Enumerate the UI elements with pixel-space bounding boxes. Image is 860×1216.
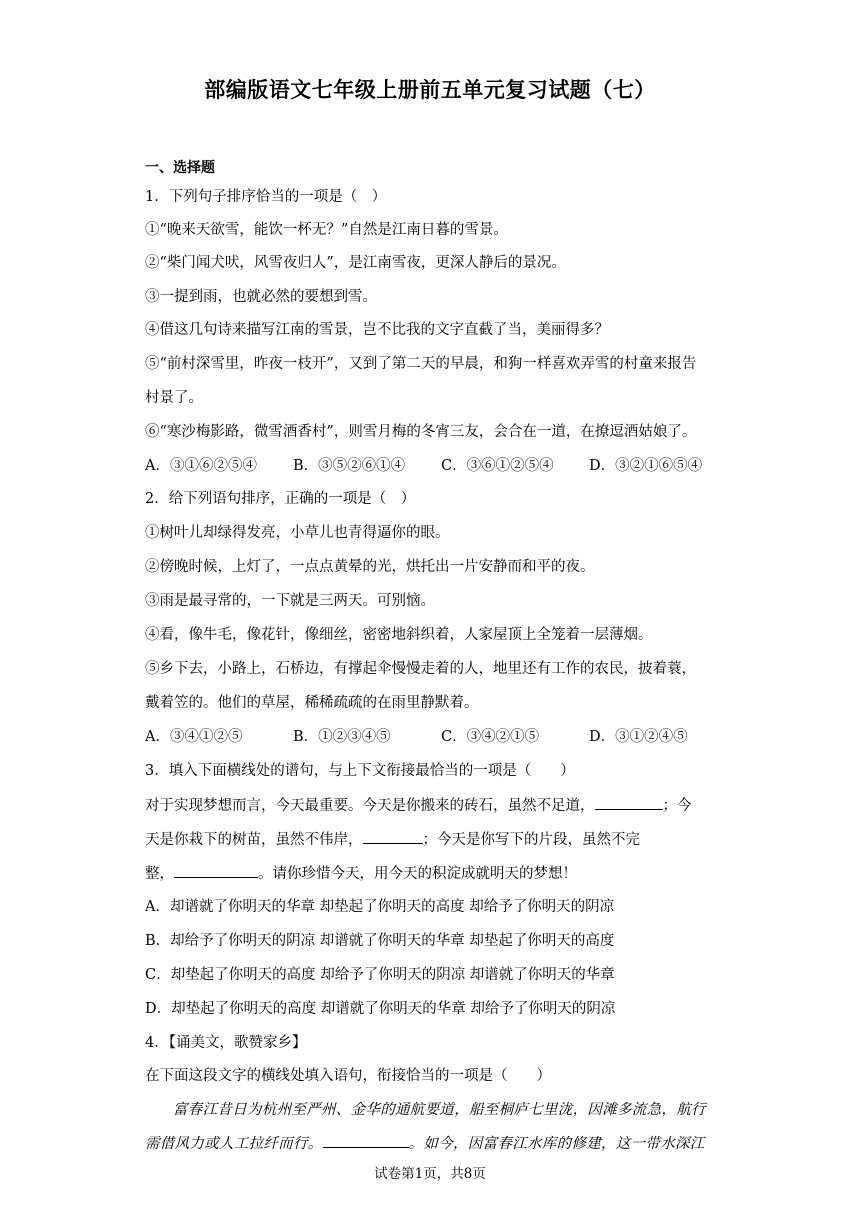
question-2-sentence-5-cont: 戴着笠的。他们的草屋，稀稀疏疏的在雨里静默着。 (145, 695, 479, 711)
question-2-sentence-1: ①树叶儿却绿得发亮，小草儿也青得逼你的眼。 (145, 525, 450, 541)
question-1-sentence-3: ③一提到雨，也就必然的要想到雪。 (145, 289, 377, 305)
option-c[interactable]: C．③⑥①②⑤④ (441, 458, 554, 474)
passage-text: 天是你栽下的树苗，虽然不伟岸， (145, 832, 363, 848)
question-3-option-a[interactable]: A．却谱就了你明天的华章 却垫起了你明天的高度 却给予了你明天的阴凉 (145, 899, 615, 915)
option-b[interactable]: B．①②③④⑤ (293, 729, 391, 745)
question-3-option-d[interactable]: D．却垫起了你明天的高度 却谱就了你明天的华章 却给予了你明天的阴凉 (145, 1001, 616, 1017)
question-2-sentence-4: ④看，像牛毛，像花针，像细丝，密密地斜织着，人家屋顶上全笼着一层薄烟。 (145, 627, 653, 643)
option-c[interactable]: C．③④②①⑤ (441, 729, 540, 745)
question-1-sentence-5-cont: 村景了。 (145, 390, 203, 406)
passage-text: 整， (145, 866, 174, 882)
page-title: 部编版语文七年级上册前五单元复习试题（七） (204, 78, 656, 102)
option-d[interactable]: D．③①②④⑤ (589, 729, 688, 745)
question-3-passage-line-2 (145, 829, 640, 850)
question-2-options (145, 727, 737, 747)
option-d[interactable]: D．③②①⑥⑤④ (589, 458, 703, 474)
answer-blank (323, 1133, 409, 1148)
question-2-stem: 2．给下列语句排序，正确的一项是（ ） (145, 491, 416, 507)
passage-text: 需借风力或人工拉纤而行。 (145, 1136, 323, 1152)
question-1-sentence-6: ⑥“寒沙梅影路，微雪酒香村”，则雪月梅的冬宵三友，会合在一道，在撩逗酒姑娘了。 (145, 424, 697, 440)
question-3-stem: 3．填入下面横线处的谱句，与上下文衔接最恰当的一项是（ ） (145, 763, 575, 779)
passage-text: ；今 (662, 798, 692, 814)
question-4-passage-line-1: 富春江昔日为杭州至严州、金华的通航要道，船至桐庐七里泷，因滩多流急，航行 (173, 1102, 706, 1118)
answer-blank (595, 795, 663, 810)
question-3-option-b[interactable]: B．却给予了你明天的阴凉 却谱就了你明天的华章 却垫起了你明天的高度 (145, 933, 615, 949)
question-4-stem: 4．【诵美文，歌赞家乡】 (145, 1035, 307, 1051)
page-footer: 试卷第1页，共8页 (374, 1166, 486, 1182)
option-b[interactable]: B．③⑤②⑥①④ (293, 458, 406, 474)
section-heading: 一、选择题 (145, 160, 215, 176)
question-1-sentence-2: ②“柴门闻犬吠，风雪夜归人”，是江南雪夜，更深人静后的景况。 (145, 255, 566, 271)
question-2-sentence-5: ⑤乡下去，小路上，石桥边，有撑起伞慢慢走着的人，地里还有工作的农民，披着蓑， (145, 661, 696, 677)
question-1-options (145, 456, 737, 476)
option-a[interactable]: A．③④①②⑤ (145, 729, 243, 745)
answer-blank (363, 829, 423, 844)
passage-text: 。如今，因富春江水库的修建，这一带水深江 (408, 1136, 705, 1152)
question-3-passage-line-1 (145, 795, 692, 816)
question-2-sentence-3: ③雨是最寻常的，一下就是三两天。可别恼。 (145, 593, 435, 609)
passage-text: ；今天是你写下的片段，虽然不完 (422, 832, 640, 848)
question-1-stem: 1．下列句子排序恰当的一项是（ ） (145, 189, 387, 205)
answer-blank (174, 863, 258, 878)
question-4-passage-line-2 (145, 1133, 705, 1154)
passage-text: 。请你珍惜今天，用今天的积淀成就明天的梦想！ (258, 866, 577, 882)
passage-text: 对于实现梦想而言，今天最重要。今天是你搬来的砖石，虽然不足道， (145, 798, 595, 814)
question-1-sentence-4: ④借这几句诗来描写江南的雪景，岂不比我的文字直截了当，美丽得多？ (145, 322, 609, 338)
question-4-instruction: 在下面这段文字的横线处填入语句，衔接恰当的一项是（ ） (145, 1068, 551, 1084)
option-a[interactable]: A．③①⑥②⑤④ (145, 458, 257, 474)
question-1-sentence-1: ①“晚来天欲雪，能饮一杯无？”自然是江南日暮的雪景。 (145, 222, 508, 238)
question-2-sentence-2: ②傍晚时候，上灯了，一点点黄晕的光，烘托出一片安静而和平的夜。 (145, 559, 595, 575)
question-3-option-c[interactable]: C．却垫起了你明天的高度 却给予了你明天的阴凉 却谱就了你明天的华章 (145, 967, 615, 983)
question-1-sentence-5: ⑤“前村深雪里，昨夜一枝开”，又到了第二天的早晨，和狗一样喜欢弄雪的村童来报告 (145, 356, 697, 372)
question-3-passage-line-3 (145, 863, 577, 884)
